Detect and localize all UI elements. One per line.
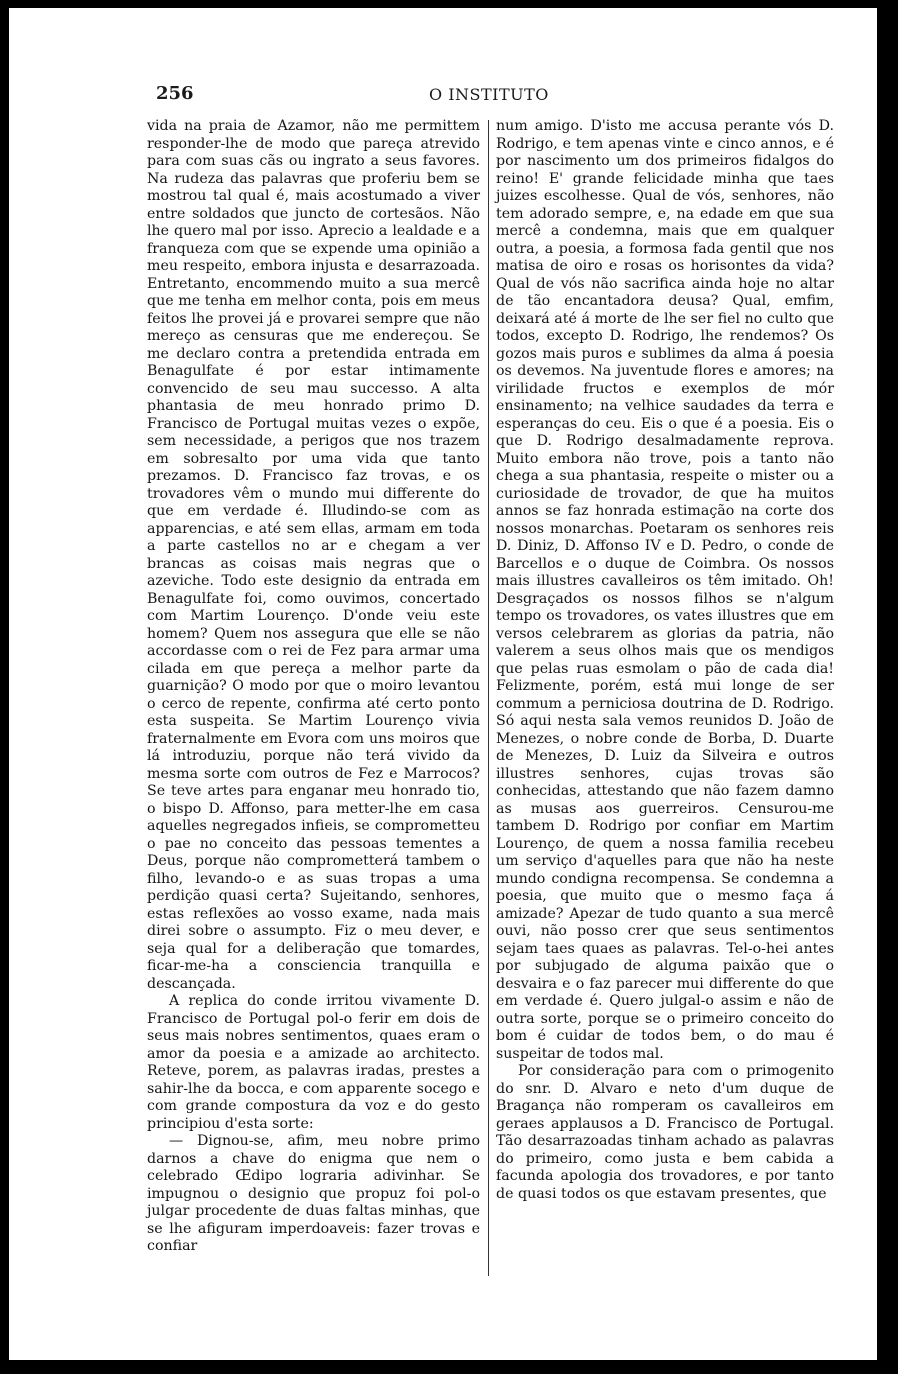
paragraph: vida na praia de Azamor, não me permittem responder-lhe de modo que pareça atrevido para com suas cãs ou ingrato a seus favores. Na rudeza das palavras que proferiu bem se mostrou tal qual é, mais acostumado a viver entre soldados que juncto de cortesãos. Não lhe quero mal por isso. Aprecio a lealdade e a franqueza com que se expende uma opinião a meu respeito, embora injusta e desarrazoada. Entretanto, encommendo muito a sua mercê que me tenha em melhor conta, pois em meus feitos lhe provei já e provarei sempre que não mereço as censuras que me endereçou. Se me declaro contra a pretendida entrada em Benagulfate é por estar intimamente convencido de seu mau successo. A alta phantasia de meu honrado primo D. Francisco de Portugal muitas vezes o expõe, sem necessidade, a perigos que nos trazem em sobresalto por uma vida que tanto prezamos. D. Francisco faz trovas, e os trovadores vêm o mundo mui differente do que em verdade é. Illudindo-se com as apparencias, e até sem ellas, armam em toda a parte castellos no ar e chegam a ver brancas as coisas mais negras que o azeviche. Todo este designio da entrada em Benagulfate foi, como ouvimos, concertado com Martim Lourenço. D'onde veiu este homem? Quem nos assegura que elle se não accordasse com o rei de Fez para armar uma cilada em que pereça a melhor parte da guarnição? O modo por que o moiro levantou o cerco de repente, confirma até certo ponto esta suspeita. Se Martim Lourenço vivia fraternalmente em Evora com uns moiros que lá introduziu, porque não terá vivido da mesma sorte com outros de Fez e Marrocos? Se teve artes para enganar meu honrado tio, o bispo D. Affonso, para metter-lhe em casa aquelles negregados infieis, se comprometteu o pae no conceito das pessoas tementes a Deus, porque não comprometterá tambem o filho, levando-o e as suas tropas a uma perdição quasi certa? Sujeitando, senhores, estas reflexões ao vosso exame, nada mais direi sobre o assumpto. Fiz o meu dever, e seja qual for a deliberação que tomardes, ficar-me-ha a consciencia tranquilla e descançada. [147, 118, 480, 992]
page-number: 256 [156, 83, 194, 104]
paragraph: — Dignou-se, afim, meu nobre primo darnos a chave do enigma que nem o celebrado Œdipo lograria adivinhar. Se impugnou o designio que propuz foi pol-o julgar procedente de duas faltas minhas, que se lhe afiguram imperdoaveis: fazer trovas e confiar [147, 1133, 480, 1254]
paragraph: A replica do conde irritou vivamente D. Francisco de Portugal pol-o ferir em dois de seus mais nobres sentimentos, quaes eram o amor da poesia e a amizade ao architecto. Reteve, porem, as palavras iradas, prestes a sahir-lhe da bocca, e com apparente socego e com grande compostura da voz e do gesto principiou d'esta sorte: [147, 993, 480, 1132]
running-header [156, 83, 836, 107]
paragraph: num amigo. D'isto me accusa perante vós D. Rodrigo, e tem apenas vinte e cinco annos, e é por nascimento um dos primeiros fidalgos do reino! E' grande felicidade minha que taes juizes escolhesse. Qual de vós, senhores, não tem adorado sempre, e, na edade em que sua mercê a condemna, mais que em qualquer outra, a poesia, a formosa fada gentil que nos matisa de oiro e rosas os horisontes da vida? Qual de vós não sacrifica ainda hoje no altar de tão encantadora deusa? Qual, emfim, deixará até á morte de lhe ser fiel no culto que todos, excepto D. Rodrigo, lhe rendemos? Os gozos mais puros e sublimes da alma á poesia os devemos. Na juventude flores e amores; na virilidade fructos e exemplos de mór ensinamento; na velhice saudades da terra e esperanças do ceu. Eis o que é a poesia. Eis o que D. Rodrigo desalmadamente reprova. Muito embora não trove, pois a tanto não chega a sua phantasia, respeite o mister ou a curiosidade de trovador, de que ha muitos annos se faz honrada estimação na corte dos nossos monarchas. Poetaram os senhores reis D. Diniz, D. Affonso IV e D. Pedro, o conde de Barcellos e o duque de Coimbra. Os nossos mais illustres cavalleiros os têm imitado. Oh! Desgraçados os nossos filhos se n'algum tempo os trovadores, os vates illustres que em versos celebrarem as glorias da patria, não valerem a seus olhos mais que os mendigos que pelas ruas esmolam o pão de cada dia! Felizmente, porém, está mui longe de ser commum a perniciosa doutrina de D. Rodrigo. Só aqui nesta sala vemos reunidos D. João de Menezes, o nobre conde de Borba, D. Duarte de Menezes, D. Luiz da Silveira e outros illustres senhores, cujas trovas são conhecidas, attestando que não fazem damno as musas aos guerreiros. Censurou-me tambem D. Rodrigo por confiar em Martim Lourenço, de quem a nossa familia recebeu um serviço d'aquelles para que não ha neste mundo condigna recompensa. Se condemna a poesia, que muito que o mesmo faça á amizade? Apezar de tudo quanto a sua mercê ouvi, não posso crer que seus sentimentos sejam taes quaes as palavras. Tel-o-hei antes por subjugado de alguma paixão que o desvaira e o faz parecer mui differente do que em verdade é. Quero julgal-o assim e não de outra sorte, porque se o primeiro conceito do bom é cuidar de todos bem, o do mau é suspeitar de todos mal. [496, 118, 834, 1062]
paragraph: Por consideração para com o primogenito do snr. D. Alvaro e neto d'um duque de Bragança não romperam os cavalleiros em geraes applausos a D. Francisco de Portugal. Tão desarrazoadas tinham achado as palavras do primeiro, como justa e bem cabida a facunda apologia dos trovadores, e por tanto de quasi todos os que estavam presentes, que [496, 1063, 834, 1202]
right-column [496, 118, 834, 1203]
page [9, 8, 877, 1360]
column-divider [488, 120, 489, 1276]
journal-title: O INSTITUTO [429, 85, 549, 104]
left-column [147, 118, 480, 1256]
